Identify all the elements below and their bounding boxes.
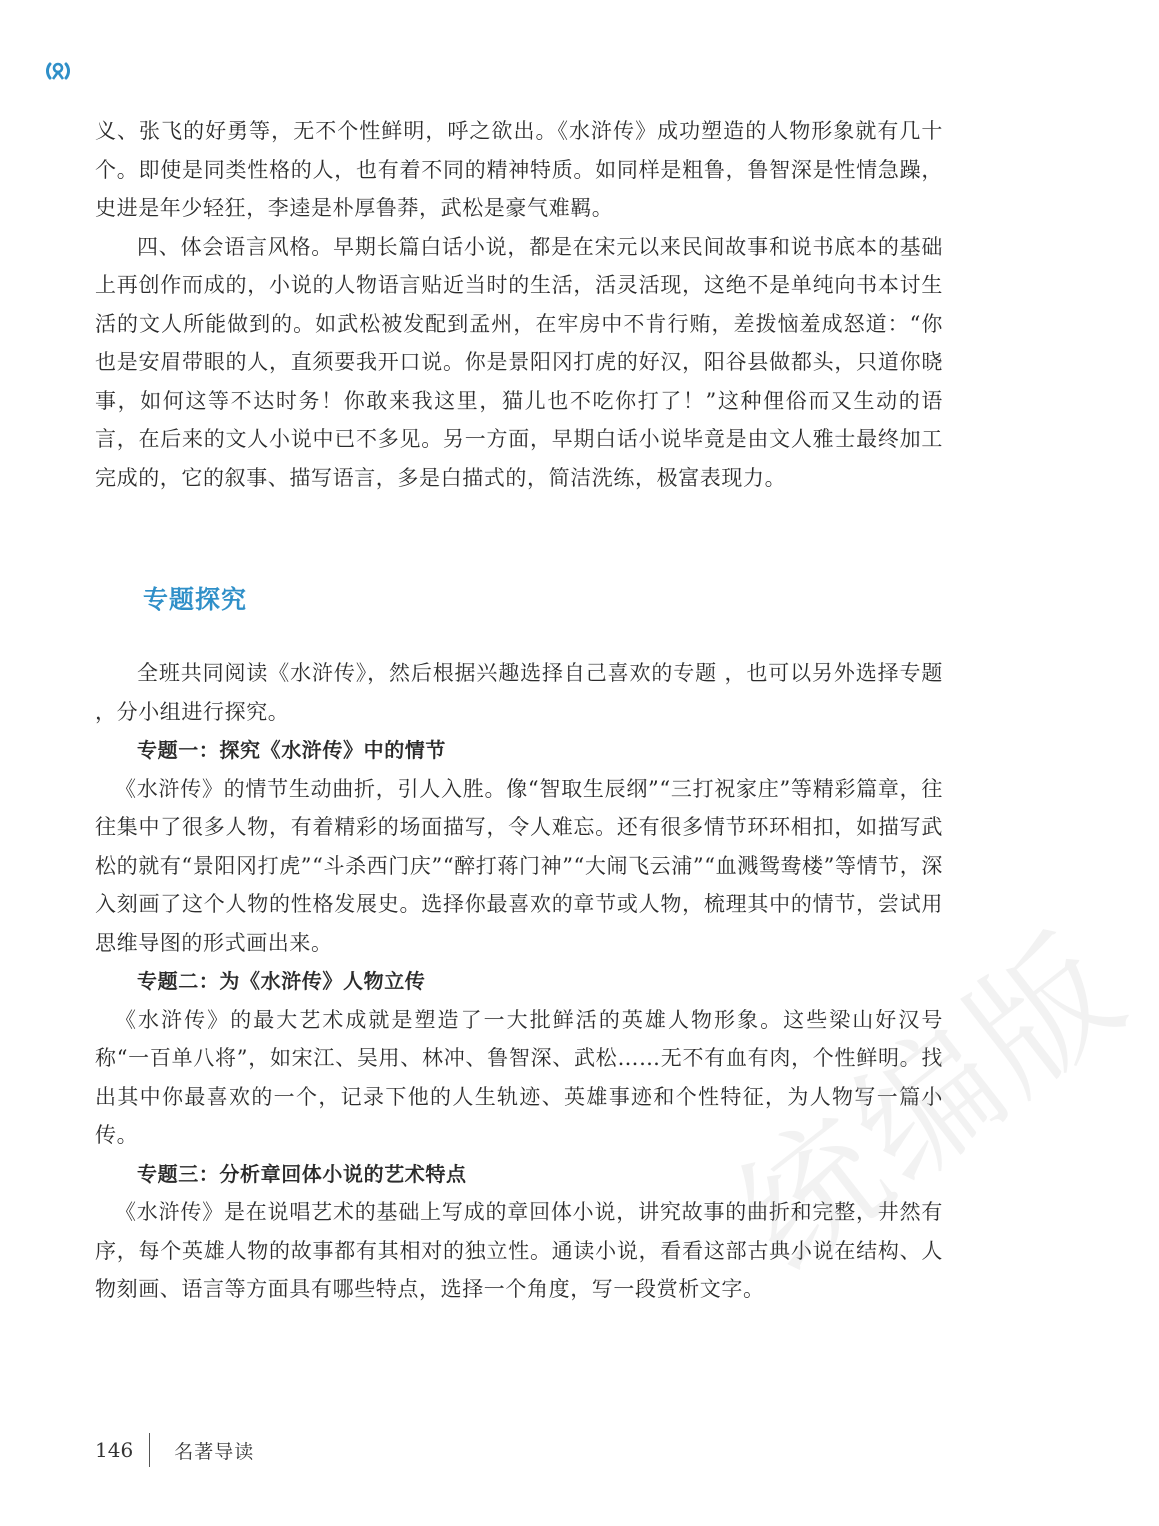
topic-three-heading: 专题三：分析章回体小说的艺术特点 <box>137 1161 467 1186</box>
section-one-text <box>95 112 943 497</box>
intro-paragraph: 全班共同阅读《水浒传》，然后根据兴趣选择自己喜欢的专题 ，也可以另外选择专题 ，分小组进行探究。 <box>95 661 943 724</box>
topic-two-heading: 专题二：为《水浒传》人物立传 <box>137 969 426 993</box>
footer-title: 名著导读 <box>174 1440 255 1463</box>
publisher-logo-icon <box>44 57 72 85</box>
paragraph-continued: 义、张飞的好勇等，无不个性鲜明，呼之欲出。《水浒传》成功塑造的人物形象就有几十个。即使是同类性格的人，也有着不同的精神特质。如同样是粗鲁，鲁智深是性情急躁，史进是年少轻狂，李逵是朴厚鲁莽，武松是豪气难羁。 <box>95 119 943 220</box>
page-number: 146 <box>95 1438 134 1462</box>
paragraph-language-style: 四、体会语言风格。早期长篇白话小说，都是在宋元以来民间故事和说书底本的基础上再创作而成的，小说的人物语言贴近当时的生活，活灵活现，这绝不是单纯向书本讨生活的文人所能做到的。如武松被发配到孟州，在牢房中不肯行贿，差拨恼羞成怒道：“你也是安眉带眼的人，直须要我开口说。你是景阳冈打虎的好汉，阳谷县做都头，只道你晓事，如何这等不达时务！你敢来我这里，猫儿也不吃你打了！”这种俚俗而又生动的语言，在后来的文人小说中已不多见。另一方面，早期白话小说毕竟是由文人雅士最终加工完成的，它的叙事、描写语言，多是白描式的，简洁洗练，极富表现力。 <box>95 234 943 490</box>
watermark: 统编版 <box>709 904 1155 1303</box>
section-two-text <box>95 654 943 1309</box>
topic-three-body: 《水浒传》是在说唱艺术的基础上写成的章回体小说，讲究故事的曲折和完整，井然有序，每个英雄人物的故事都有其相对的独立性。通读小说，看看这部古典小说在结构、人物刻画、语言等方面具有哪些特点，选择一个角度，写一段赏析文字。 <box>95 1200 943 1301</box>
topic-one-body: 《水浒传》的情节生动曲折，引人入胜。像“智取生辰纲”“三打祝家庄”等精彩篇章，往往集中了很多人物，有着精彩的场面描写，令人难忘。还有很多情节环环相扣，如描写武松的就有“景阳冈打虎”“斗杀西门庆”“醉打蒋门神”“大闹飞云浦”“血溅鸳鸯楼”等情节，深入刻画了这个人物的性格发展史。选择你最喜欢的章节或人物，梳理其中的情节，尝试用思维导图的形式画出来。 <box>95 776 943 955</box>
section-title: 专题探究 <box>143 585 248 614</box>
topic-two-body: 《水浒传》的最大艺术成就是塑造了一大批鲜活的英雄人物形象。这些梁山好汉号称“一百单八将”，如宋江、吴用、林冲、鲁智深、武松……无不有血有肉，个性鲜明。找出其中你最喜欢的一个，记录下他的人生轨迹、英雄事迹和个性特征，为人物写一篇小传。 <box>95 1007 943 1147</box>
page-footer <box>95 1430 254 1470</box>
footer-divider <box>149 1433 150 1467</box>
topic-one-heading: 专题一：探究《水浒传》中的情节 <box>137 738 446 762</box>
